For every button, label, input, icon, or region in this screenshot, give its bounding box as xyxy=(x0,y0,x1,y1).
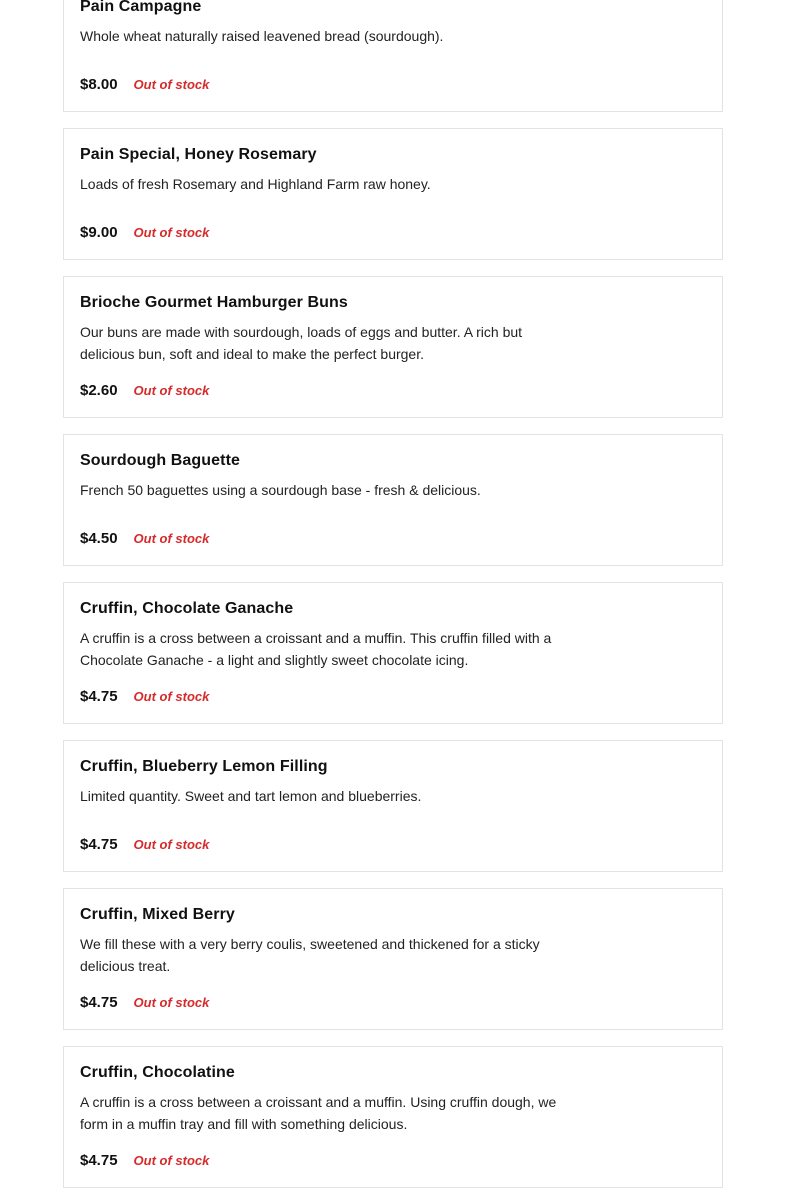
item-name: Sourdough Baguette xyxy=(80,452,241,469)
price-row xyxy=(80,530,209,547)
item-description: Our buns are made with sourdough, loads of eggs and butter. A rich but delicious bun, soft and ideal to make the perfect burger. xyxy=(80,324,523,362)
menu-item-card[interactable] xyxy=(63,740,723,872)
item-name: Cruffin, Chocolatine xyxy=(80,1064,235,1081)
price-row xyxy=(80,224,209,241)
price-row xyxy=(80,76,209,93)
item-name: Cruffin, Blueberry Lemon Filling xyxy=(80,758,328,775)
price-row xyxy=(80,1152,209,1169)
item-name: Cruffin, Chocolate Ganache xyxy=(80,600,294,617)
price-row xyxy=(80,994,209,1011)
item-price: $9.00 xyxy=(80,224,118,241)
item-name: Pain Special, Honey Rosemary xyxy=(80,146,317,163)
out-of-stock-label: Out of stock xyxy=(133,225,210,240)
item-name: Pain Campagne xyxy=(80,0,202,15)
out-of-stock-label: Out of stock xyxy=(133,531,210,546)
menu-item-list xyxy=(63,0,723,1204)
item-description: A cruffin is a cross between a croissant and a muffin. This cruffin filled with a Chocolate Ganache - a light and slightly sweet chocolate icing. xyxy=(80,630,552,668)
price-row xyxy=(80,836,209,853)
menu-item-card[interactable] xyxy=(63,1046,723,1188)
item-description: Whole wheat naturally raised leavened bread (sourdough). xyxy=(80,28,444,44)
out-of-stock-label: Out of stock xyxy=(133,995,210,1010)
item-description: French 50 baguettes using a sourdough base - fresh & delicious. xyxy=(80,482,481,498)
menu-item-card[interactable] xyxy=(63,0,723,112)
price-row xyxy=(80,382,209,399)
item-price: $8.00 xyxy=(80,76,118,93)
item-price: $4.75 xyxy=(80,1152,118,1169)
item-price: $4.75 xyxy=(80,836,118,853)
out-of-stock-label: Out of stock xyxy=(133,689,210,704)
item-name: Cruffin, Mixed Berry xyxy=(80,906,235,923)
menu-item-card[interactable] xyxy=(63,582,723,724)
out-of-stock-label: Out of stock xyxy=(133,1153,210,1168)
menu-item-card[interactable] xyxy=(63,128,723,260)
out-of-stock-label: Out of stock xyxy=(133,77,210,92)
item-description: Limited quantity. Sweet and tart lemon and blueberries. xyxy=(80,788,422,804)
menu-item-card[interactable] xyxy=(63,888,723,1030)
item-price: $4.75 xyxy=(80,688,118,705)
item-description: Loads of fresh Rosemary and Highland Farm raw honey. xyxy=(80,176,431,192)
menu-item-card[interactable] xyxy=(63,434,723,566)
out-of-stock-label: Out of stock xyxy=(133,383,210,398)
item-name: Brioche Gourmet Hamburger Buns xyxy=(80,294,348,311)
out-of-stock-label: Out of stock xyxy=(133,837,210,852)
item-price: $2.60 xyxy=(80,382,118,399)
item-price: $4.50 xyxy=(80,530,118,547)
item-description: A cruffin is a cross between a croissant and a muffin. Using cruffin dough, we form in a muffin tray and fill with something delicious. xyxy=(80,1094,557,1132)
price-row xyxy=(80,688,209,705)
item-price: $4.75 xyxy=(80,994,118,1011)
item-description: We fill these with a very berry coulis, sweetened and thickened for a sticky delicious treat. xyxy=(80,936,540,974)
menu-item-card[interactable] xyxy=(63,276,723,418)
